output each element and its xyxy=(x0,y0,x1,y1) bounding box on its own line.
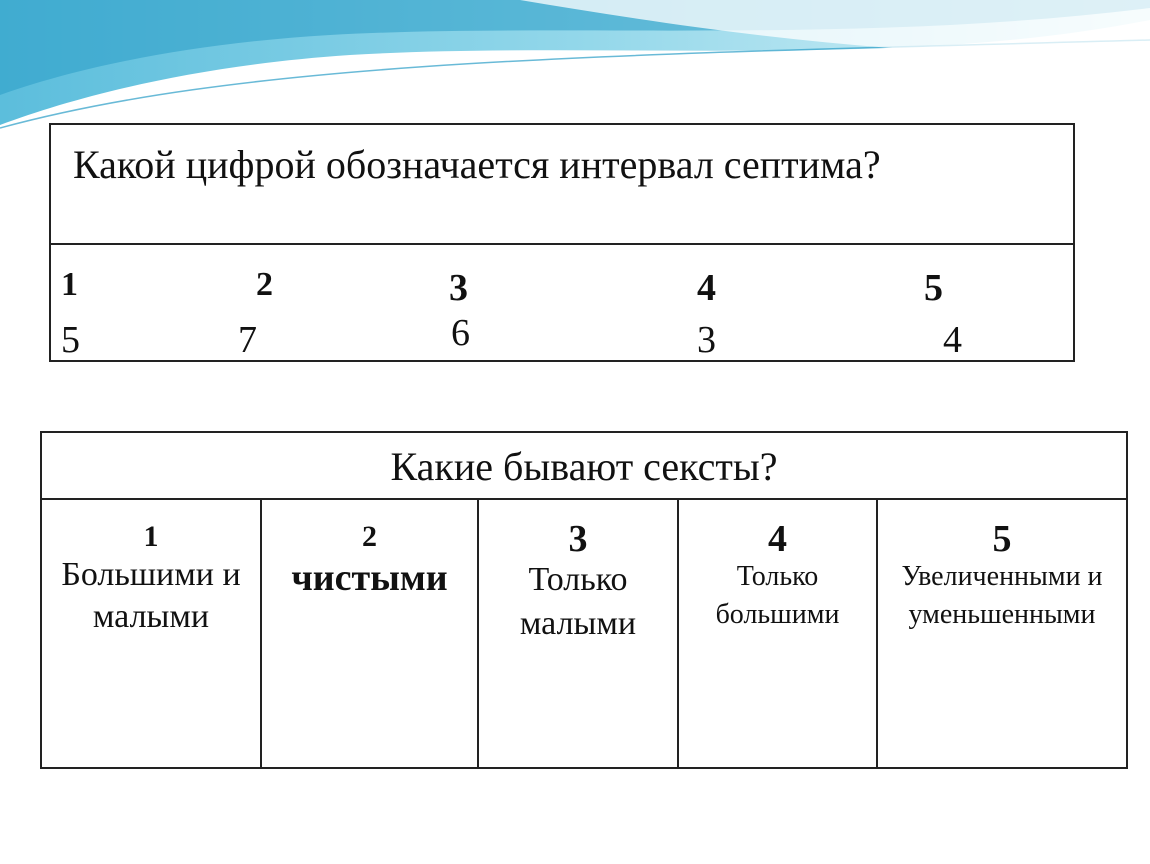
answer-number-1: 1 xyxy=(143,520,159,553)
answer-cell-4 xyxy=(677,498,876,767)
option-value-5: 4 xyxy=(943,319,962,361)
answer-number-4: 4 xyxy=(768,518,787,560)
answer-text-3: Только малыми xyxy=(519,561,637,642)
question-2-table xyxy=(40,431,1128,769)
question-1-header xyxy=(51,125,1073,245)
answer-text-5: Увеличенными и уменьшенными xyxy=(901,561,1103,630)
answer-cell-1 xyxy=(42,498,260,767)
answer-number-5: 5 xyxy=(992,518,1012,560)
question-2-header xyxy=(42,433,1126,500)
option-label-5: 5 xyxy=(924,267,943,309)
option-label-2: 2 xyxy=(256,266,273,303)
question-1-table xyxy=(49,123,1075,362)
answer-text-2: чистыми xyxy=(291,557,448,599)
question-1-title: Какой цифрой обозначается интервал септима? xyxy=(73,142,881,187)
question-2-title: Какие бывают сексты? xyxy=(390,444,778,489)
option-value-1: 5 xyxy=(61,319,80,361)
option-value-4: 3 xyxy=(697,319,716,361)
decorative-wave-header xyxy=(0,0,1150,140)
answer-text-1: Большими и малыми xyxy=(61,556,241,635)
answer-number-2: 2 xyxy=(362,520,377,553)
answer-text-4: Только большими xyxy=(715,561,840,630)
answer-cell-5 xyxy=(876,498,1126,767)
option-label-1: 1 xyxy=(61,266,78,303)
option-value-2: 7 xyxy=(238,319,257,361)
option-value-3: 6 xyxy=(451,312,470,354)
option-label-3: 3 xyxy=(449,267,468,309)
answer-cell-2 xyxy=(260,498,477,767)
answer-number-3: 3 xyxy=(568,518,588,560)
option-label-4: 4 xyxy=(697,267,716,309)
answer-cell-3 xyxy=(477,498,677,767)
